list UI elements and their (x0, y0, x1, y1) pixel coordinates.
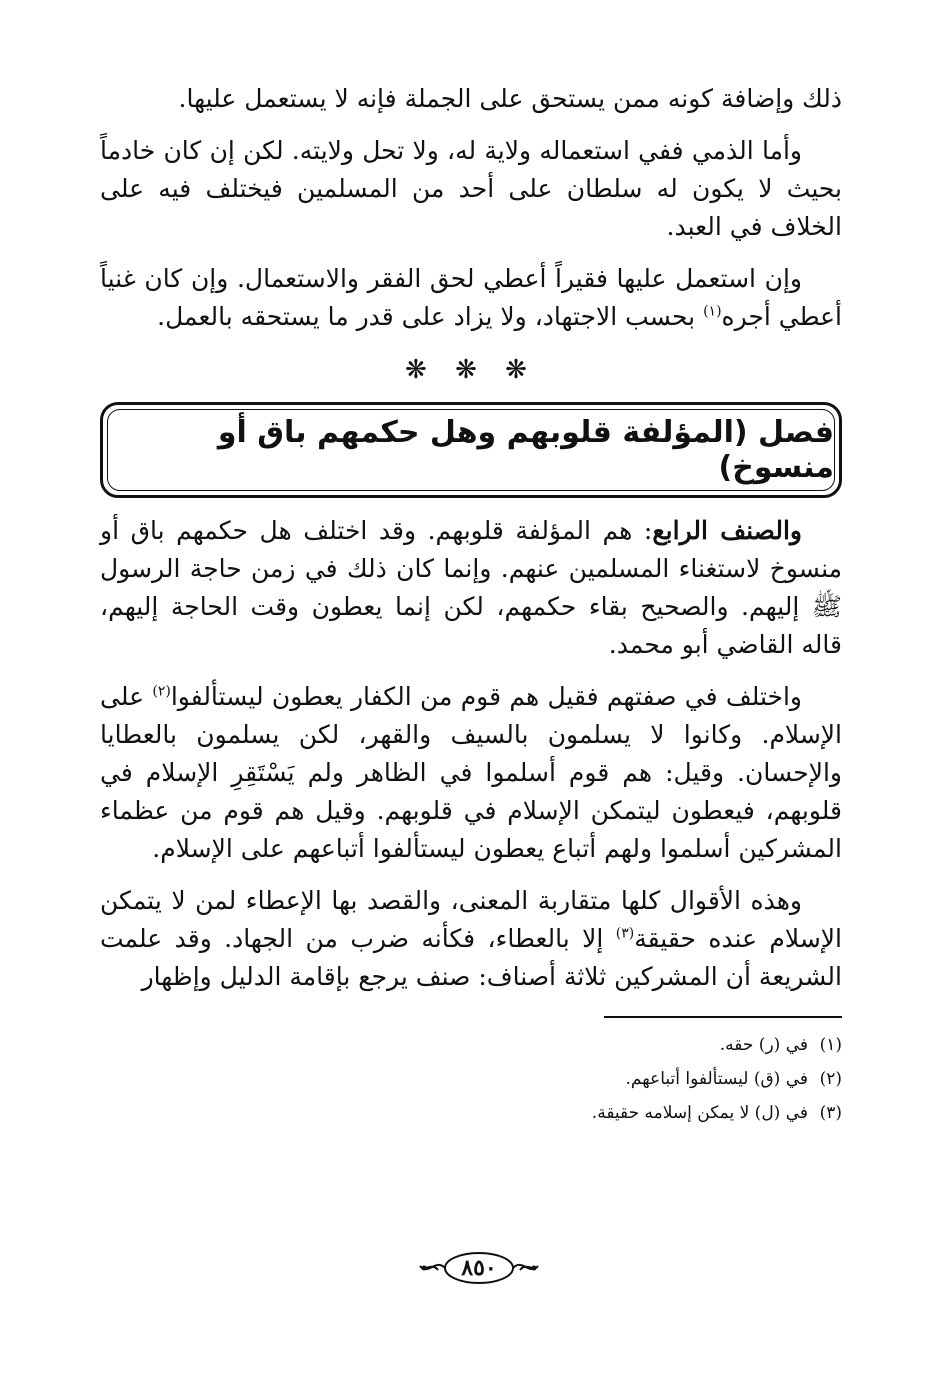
paragraph-6-text-b: إلا بالعطاء، فكأنه ضرب من الجهاد. وقد علمت الشريعة أن المشركين ثلاثة أصناف: صنف يرجع بإقامة الدليل وإظهار (100, 924, 842, 991)
section-heading-frame (100, 402, 842, 498)
paragraph-3-text-a: وإن استعمل عليها فقيراً أعطي لحق الفقر والاستعمال. وإن كان غنياً أعطي أجره (100, 264, 842, 331)
paragraph-6 (100, 882, 842, 996)
paragraph-1: ذلك وإضافة كونه ممن يستحق على الجملة فإنه لا يستعمل عليها. (178, 84, 842, 113)
paragraph-5-text-b: على الإسلام. وكانوا لا يسلمون بالسيف والقهر، لكن يسلمون بالعطايا والإحسان. وقيل: هم قوم أسلموا في الظاهر ولم يَسْتَقِرِ الإسلام في قلوبهم، فيعطون ليتمكن الإسلام في قلوبهم. وقيل هم قوم من عظماء المشركين أسلموا ولهم أتباع يعطون ليستألفوا أتباعهم على الإسلام. (100, 682, 842, 863)
paragraph-5 (100, 678, 842, 868)
paragraph-6-text-a: وهذه الأقوال كلها متقاربة المعنى، والقصد بها الإعطاء لمن لا يتمكن الإسلام عنده حقيقة (100, 886, 842, 953)
section-separator: ❋ ❋ ❋ (405, 355, 537, 385)
paragraph-4 (100, 512, 842, 664)
footnote-ref-3[interactable]: (٣) (615, 925, 635, 942)
footnote-3 (100, 1096, 842, 1130)
footnote-text: في (ل) لا يمكن إسلامه حقيقة. (591, 1103, 808, 1123)
footnote-divider (604, 1016, 842, 1018)
footnote-1 (100, 1028, 842, 1062)
section-heading: فصل (المؤلفة قلوبهم وهل حكمهم باق أو منسوخ) (217, 415, 834, 485)
paragraph-4-text: : هم المؤلفة قلوبهم. وقد اختلف هل حكمهم باق أو منسوخ لاستغناء المسلمين عنهم. وإنما كان ذلك في زمن حاجة الرسول ﷺ إليهم. والصحيح بقاء حكمهم، لكن إنما يعطون وقت الحاجة إليهم، قاله القاضي أبو محمد. (100, 516, 842, 659)
paragraph-5-text-a: واختلف في صفتهم فقيل هم قوم من الكفار يعطون ليستألفوا (170, 682, 802, 711)
paragraph-3-text-b: بحسب الاجتهاد، ولا يزاد على قدر ما يستحقه بالعمل. (157, 302, 704, 331)
footnote-text: في (ر) حقه. (719, 1035, 808, 1055)
footnote-ref-2[interactable]: (٢) (152, 683, 171, 700)
footnote-ref-1[interactable]: (١) (703, 303, 722, 320)
footnote-text: في (ق) ليستألفوا أتباعهم. (625, 1069, 808, 1089)
book-page (100, 80, 842, 1340)
section-heading-inner (107, 409, 835, 491)
page-number: ٨٥٠ (461, 1255, 497, 1281)
footnote-2 (100, 1062, 842, 1096)
paragraph-3 (100, 260, 842, 336)
footnote-number: (٢) (819, 1069, 842, 1089)
footnote-number: (٣) (819, 1103, 842, 1123)
paragraph-4-lead: والصنف الرابع (652, 516, 802, 545)
paragraph-2: وأما الذمي ففي استعماله ولاية له، ولا تحل ولايته. لكن إن كان خادماً بحيث لا يكون له سلطان على أحد من المسلمين فيختلف فيه على الخلاف في العبد. (100, 136, 842, 241)
footnote-number: (١) (819, 1035, 842, 1055)
page-number-ornament (414, 1250, 544, 1286)
